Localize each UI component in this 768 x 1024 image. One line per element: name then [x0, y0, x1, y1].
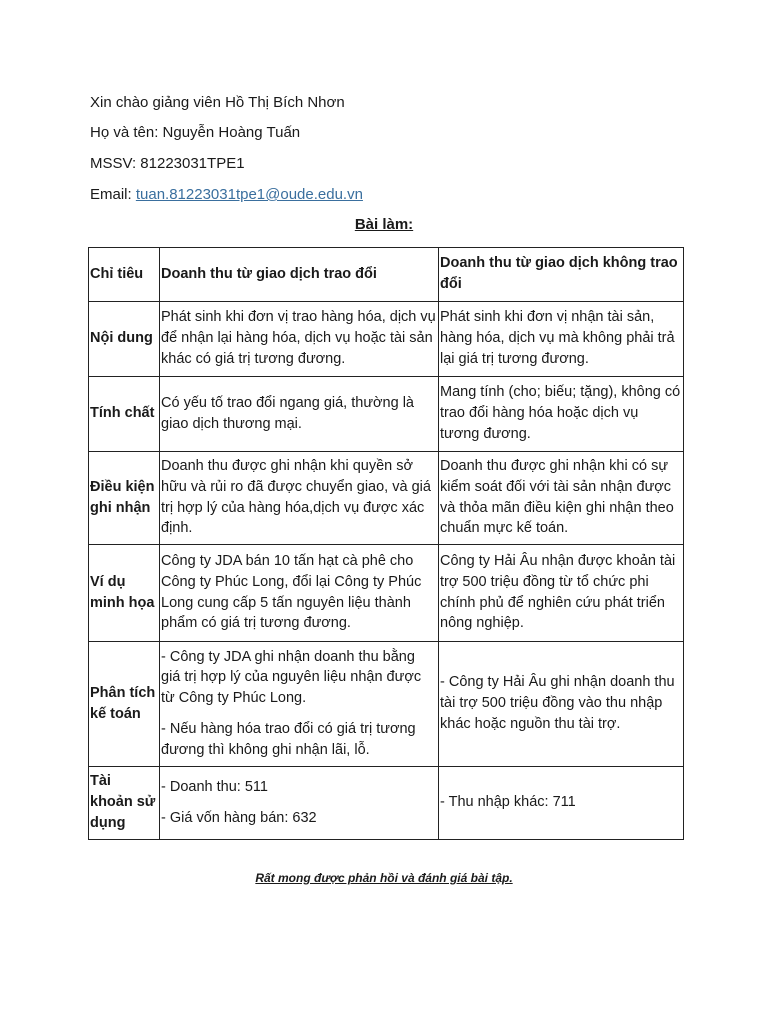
- row-label: Nội dung: [89, 302, 160, 377]
- header-cell-non-exchange: Doanh thu từ giao dịch không trao đổi: [439, 248, 684, 302]
- table-header-row: [89, 248, 684, 302]
- cell-text: - Nếu hàng hóa trao đổi có giá trị tương đương thì không ghi nhận lãi, lỗ.: [161, 720, 416, 758]
- table-row: [89, 302, 684, 377]
- row-label: Ví dụ minh họa: [89, 545, 160, 642]
- exchange-cell: [160, 545, 439, 642]
- exchange-cell: [160, 642, 439, 767]
- non-exchange-cell: [439, 302, 684, 377]
- exchange-cell: [160, 452, 439, 545]
- exchange-cell: [160, 377, 439, 452]
- cell-text: Công ty Hải Âu nhận được khoản tài trợ 500 triệu đồng từ tổ chức phi chính phủ để nghiên cứu phát triển nông nghiệp.: [440, 552, 676, 632]
- cell-text: Có yếu tố trao đổi ngang giá, thường là giao dịch thương mại.: [161, 394, 414, 432]
- table-row: [89, 452, 684, 545]
- row-label: Phân tích kế toán: [89, 642, 160, 767]
- cell-text: - Giá vốn hàng bán: 632: [161, 809, 317, 826]
- non-exchange-cell: [439, 642, 684, 767]
- cell-text: - Thu nhập khác: 711: [440, 794, 576, 811]
- header-cell-exchange: Doanh thu từ giao dịch trao đổi: [160, 248, 439, 302]
- cell-text: - Công ty JDA ghi nhận doanh thu bằng giá trị hợp lý của nguyên liệu nhận được từ Công ty Phúc Long.: [161, 648, 422, 707]
- header-cell-criteria: Chỉ tiêu: [89, 248, 160, 302]
- comparison-table: [88, 247, 684, 840]
- cell-text: Phát sinh khi đơn vị trao hàng hóa, dịch vụ để nhận lại hàng hóa, dịch vụ hoặc tài sản khác có giá trị tương đương.: [161, 309, 436, 367]
- non-exchange-cell: [439, 452, 684, 545]
- cell-text: Doanh thu được ghi nhận khi có sự kiểm soát đối với tài sản nhận được và thỏa mãn điều kiện ghi nhận theo chuẩn mực kế toán.: [440, 457, 674, 537]
- email-line: [90, 186, 363, 204]
- student-name-line: Họ và tên: Nguyễn Hoàng Tuấn: [90, 124, 301, 141]
- exchange-cell: [160, 767, 439, 840]
- page-title: Bài làm:: [354, 216, 414, 233]
- greeting-line: Xin chào giảng viên Hồ Thị Bích Nhơn: [90, 94, 345, 111]
- table-row: [89, 642, 684, 767]
- student-id-line: MSSV: 81223031TPE1: [90, 155, 245, 172]
- closing-note: Rất mong được phản hồi và đánh giá bài tập.: [255, 871, 513, 885]
- row-label: Tính chất: [89, 377, 160, 452]
- cell-text: Công ty JDA bán 10 tấn hạt cà phê cho Công ty Phúc Long, đổi lại Công ty Phúc Long cung cấp 5 tấn nguyên liệu thành phẩm có giá trị tương đương.: [161, 552, 422, 632]
- cell-text: Phát sinh khi đơn vị nhận tài sản, hàng hóa, dịch vụ mà không phải trả lại giá trị tương đương.: [440, 309, 675, 367]
- cell-text: Mang tính (cho; biếu; tặng), không có trao đổi hàng hóa hoặc dịch vụ tương đương.: [440, 384, 681, 442]
- cell-text: - Doanh thu: 511: [161, 778, 268, 795]
- table-row: [89, 545, 684, 642]
- email-label: Email:: [90, 186, 136, 203]
- row-label: Điều kiện ghi nhận: [89, 452, 160, 545]
- non-exchange-cell: [439, 767, 684, 840]
- cell-text: - Công ty Hải Âu ghi nhận doanh thu tài trợ 500 triệu đồng vào thu nhập khác hoặc nguồn thu tài trợ.: [440, 674, 675, 732]
- non-exchange-cell: [439, 545, 684, 642]
- email-link[interactable]: tuan.81223031tpe1@oude.edu.vn: [135, 186, 363, 203]
- table-row: [89, 377, 684, 452]
- exchange-cell: [160, 302, 439, 377]
- table-row: [89, 767, 684, 840]
- non-exchange-cell: [439, 377, 684, 452]
- cell-text: Doanh thu được ghi nhận khi quyền sở hữu và rủi ro đã được chuyển giao, và giá trị hợp lý của hàng hóa,dịch vụ được xác định.: [161, 457, 431, 537]
- row-label: Tài khoản sử dụng: [89, 767, 160, 840]
